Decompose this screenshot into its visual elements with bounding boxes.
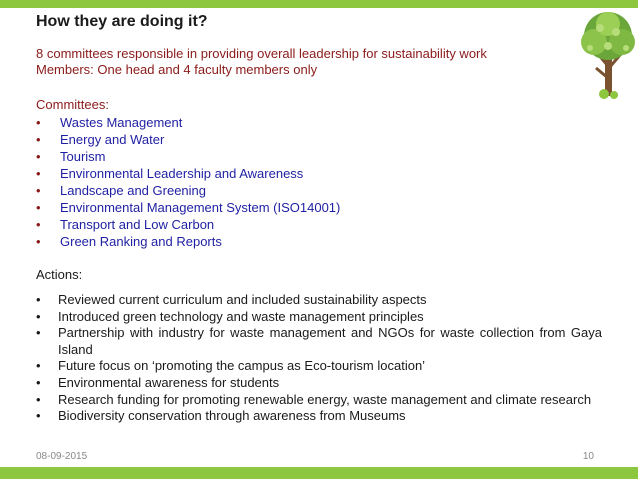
committee-label: Green Ranking and Reports [60, 234, 222, 249]
committee-label: Tourism [60, 149, 106, 164]
page-number: 10 [582, 451, 594, 462]
committees-label: Committees: [36, 97, 109, 112]
intro-line-members: Members: One head and 4 faculty members only [36, 62, 318, 77]
committee-label: Wastes Management [60, 115, 183, 130]
committee-label: Transport and Low Carbon [60, 217, 215, 232]
list-item [36, 392, 602, 409]
bullet: • [36, 217, 41, 232]
list-item [36, 114, 340, 131]
list-item [36, 358, 602, 375]
committee-list [36, 114, 340, 250]
actions-label: Actions: [36, 267, 83, 282]
intro-line-committees: 8 committees responsible in providing overall leadership for sustainability work [36, 46, 487, 61]
bullet: • [36, 358, 41, 374]
action-text: Future focus on ‘promoting the campus as Eco-tourism location’ [58, 358, 426, 374]
list-item [36, 182, 340, 199]
action-text: Environmental awareness for students [58, 374, 280, 390]
list-item [36, 148, 340, 165]
bullet: • [36, 308, 41, 324]
bottom-accent-bar [0, 467, 638, 479]
tree-icon [578, 8, 638, 100]
bullet: • [36, 200, 41, 215]
committee-label: Environmental Management System (ISO14001) [60, 200, 341, 215]
bullet: • [36, 408, 41, 424]
actions-list [36, 292, 602, 425]
bullet: • [36, 234, 41, 249]
action-text: Partnership with industry for waste management and NGOs for waste collection from Gaya Island [58, 325, 602, 357]
list-item [36, 131, 340, 148]
committee-label: Environmental Leadership and Awareness [60, 166, 304, 181]
action-text: Biodiversity conservation through awareness from Museums [58, 408, 406, 424]
committee-label: Energy and Water [60, 132, 165, 147]
committee-label: Landscape and Greening [60, 183, 207, 198]
bullet: • [36, 391, 41, 407]
bullet: • [36, 374, 41, 390]
action-text: Introduced green technology and waste management principles [58, 308, 424, 324]
slide-title: How they are doing it? [36, 13, 208, 30]
top-accent-bar [0, 0, 638, 8]
list-item [36, 408, 602, 425]
action-text: Research funding for promoting renewable energy, waste management and climate research [58, 391, 592, 407]
bullet: • [36, 292, 41, 307]
list-item [36, 199, 340, 216]
bullet: • [36, 115, 41, 130]
action-text: Reviewed current curriculum and included sustainability aspects [58, 292, 427, 307]
bullet: • [36, 166, 41, 181]
list-item [36, 325, 602, 358]
list-item [36, 216, 340, 233]
list-item [36, 233, 340, 250]
committees-section [36, 97, 340, 250]
bullet: • [36, 183, 41, 198]
bullet: • [36, 149, 41, 164]
footer-date: 08-09-2015 [36, 451, 88, 462]
list-item [36, 165, 340, 182]
list-item [36, 375, 602, 392]
list-item [36, 292, 602, 309]
bullet: • [36, 325, 41, 341]
list-item [36, 309, 602, 326]
bullet: • [36, 132, 41, 147]
intro-text [36, 46, 487, 78]
